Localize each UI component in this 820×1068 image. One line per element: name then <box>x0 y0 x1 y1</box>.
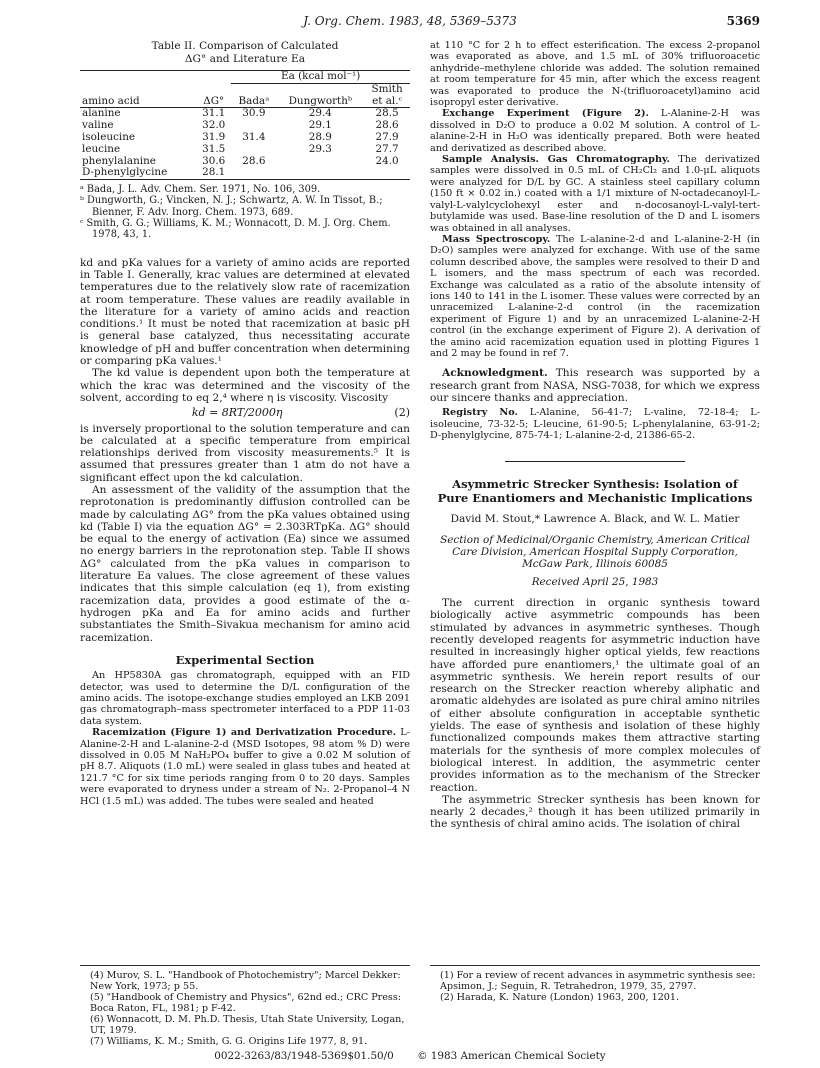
paragraph-text: L-Alanine-2-H was dissolved in D₂O to produce a 0.02 M solution. A control of L-alanine-2-H in H₂O was identically prepared. Both were heated and derivatized as described above. <box>430 108 760 154</box>
affiliation-line: Section of Medicinal/Organic Chemistry, American Critical <box>440 533 750 546</box>
cell-bada: 30.9 <box>242 107 266 120</box>
comparison-table <box>80 70 410 180</box>
references-left <box>80 965 410 1047</box>
paragraph-text: The derivatized samples were dissolved in 0.5 mL of CH₂Cl₂ and 1.0-μL aliquots were analyzed for D/L by GC. A stainless steel capillary column (150 ft × 0.02 in.) coated with a 1/1 mixture of N-octadecanoyl-L-valyl-L-valylcyclohexyl ester and n-docosanoyl-L-valyl-tert-butylamide was used. Base-line resolution of the D and L isomers was obtained in all analyses. <box>430 154 760 234</box>
cell-acid: leucine <box>82 142 121 155</box>
col-delta-g: ΔG° <box>196 96 231 108</box>
experimental-paragraph: at 110 °C for 2 h to effect esterification. The excess 2-propanol was evaporated as above, and 1.5 mL of 30% trifluoroacetic anhydride–methylene chloride was added. The solution remained at room temperature for 45 min, after which the excess reagent was evaporated to produce the N-(trifluoroacetyl)amino acid isopropyl ester derivative. <box>430 40 760 109</box>
received-date: Received April 25, 1983 <box>531 575 659 588</box>
cell-dg: 31.5 <box>202 142 226 155</box>
reference-item: (7) Williams, K. M.; Smith, G. G. Origins Life 1977, 8, 91. <box>90 1036 368 1047</box>
runin-heading: Mass Spectroscopy. <box>442 233 551 245</box>
cell-dg: 28.1 <box>196 167 231 179</box>
right-column <box>430 40 760 831</box>
page-number: 5369 <box>726 14 760 28</box>
col-bada: Badaᵃ <box>231 96 276 108</box>
cell-acid: valine <box>82 119 114 132</box>
cell-acid: phenylalanine <box>82 154 156 167</box>
cell-bada: 28.6 <box>242 154 266 167</box>
cell-smith: 24.0 <box>375 154 399 167</box>
affiliation-line: Care Division, American Hospital Supply Corporation, <box>452 545 738 558</box>
table-footnote-b: ᵇ Dungworth, G.; Vincken, N. J.; Schwartz, A. W. In Tissot, B.; Bienner, F. Adv. Inorg. Chem. 1973, 689. <box>80 195 383 218</box>
col-dungworth: Dungworthᵇ <box>276 96 364 108</box>
table-row <box>80 144 410 156</box>
body-paragraph: kd and pKa values for a variety of amino acids are reported in Table I. Generally, krac values are determined at elevated temperatures due to the relatively slow rate of racemization at room temperature. These values are readily available in the literature for a variety of amino acids and reaction conditions.¹ It must be noted that racemization at basic pH is general base catalyzed, thus necessitating accurate knowledge of pH and buffer concentration when determining or comparing pKa values.¹ <box>80 256 410 368</box>
runin-heading: Exchange Experiment (Figure 2). <box>442 108 649 120</box>
runin-heading: Registry No. <box>442 407 518 419</box>
authors: David M. Stout,* Lawrence A. Black, and W. L. Matier <box>450 513 740 526</box>
runin-heading: Racemization (Figure 1) and Derivatization Procedure. <box>92 727 397 739</box>
paragraph-text: This research was supported by a research grant from NASA, NSG-7038, for which we express our sincere thanks and appreciation. <box>430 367 760 404</box>
table-title-line-1: Table II. Comparison of Calculated <box>151 40 339 52</box>
experimental-paragraph: An HP5830A gas chromatograph, equipped with an FID detector, was used to determine the D/L configuration of the amino acids. The isotope-exchange studies employed an LKB 2091 gas chromatograph–mass spectrometer interfaced to a PDP 11-03 data system. <box>80 670 410 727</box>
table-footnote-a: ᵃ Bada, J. L. Adv. Chem. Ser. 1971, No. 106, 309. <box>80 184 321 196</box>
experimental-paragraph <box>430 108 760 154</box>
reference-item: (1) For a review of recent advances in asymmetric synthesis see: Apsimon, J.; Seguin, R. Tetrahedron, 1979, 35, 2797. <box>440 970 756 992</box>
table-row <box>80 167 410 179</box>
cell-dg: 31.9 <box>202 130 226 143</box>
table-title <box>80 40 410 65</box>
runin-heading: Sample Analysis. Gas Chromatography. <box>442 154 670 166</box>
body-paragraph: The asymmetric Strecker synthesis has been known for nearly 2 decades,² though it has been utilized primarily in the synthesis of chiral amino acids. The isolation of chiral <box>430 793 760 831</box>
affiliation <box>430 534 760 570</box>
paragraph-text: L-Alanine-2-H and L-alanine-2-d (MSD Isotopes, 98 atom % D) were dissolved in 0.05 M NaH₂PO₄ buffer to give a 0.02 M solution of pH 8.7. Aliquots (1.0 mL) were sealed in glass tubes and heated at 121.7 °C for six time periods ranging from 0 to 20 days. Samples were evaporated to dryness under a stream of N₂. 2-Propanol–4 N HCl (1.5 mL) was added. The tubes were sealed and heated <box>80 727 410 807</box>
cell-dung: 29.1 <box>308 119 332 132</box>
cell-smith: 27.7 <box>375 142 399 155</box>
article-code: 0022-3263/83/1948-5369$01.50/0 <box>214 1050 394 1062</box>
left-column <box>80 40 410 807</box>
cell-smith: 28.5 <box>375 107 399 120</box>
journal-citation: J. Org. Chem. 1983, 48, 5369–5373 <box>303 14 517 28</box>
copyright: © 1983 American Chemical Society <box>417 1050 606 1062</box>
reference-item: (6) Wonnacott, D. M. Ph.D. Thesis, Utah State University, Logan, UT, 1979. <box>90 1014 405 1036</box>
experimental-paragraph <box>80 727 410 807</box>
reference-item: (4) Murov, S. L. "Handbook of Photochemistry"; Marcel Dekker: New York, 1973; p 55. <box>90 970 401 992</box>
table-footnotes <box>80 184 410 240</box>
table-title-line-2: ΔG° and Literature Ea <box>184 52 306 65</box>
body-paragraph: An assessment of the validity of the assumption that the reprotonation is predominantly diffusion controlled can be made by calculating ΔG° from the pKa values obtained using kd (Table I) via the equation ΔG° = 2.303RTpKa. ΔG° should be equal to the energy of activation (Ea) since we assumed no energy barriers in the reprotonation step. Table II shows ΔG° calculated from the pKa values in comparison to literature Ea values. The close agreement of these values indicates that this simple calculation (eq 1), from existing racemization data, provides a good estimate of the α-hydrogen pKa and Ea for amino acids and further substantiates the Smith–Sivakua mechanism for amino acid racemization. <box>80 484 410 644</box>
cell-dung <box>276 156 364 168</box>
page-footer <box>0 1050 820 1062</box>
table-row <box>80 132 410 144</box>
runin-heading: Acknowledgment. <box>442 367 548 380</box>
ea-header: Ea (kcal mol⁻¹) <box>231 71 410 84</box>
article-title-line-2: Pure Enantiomers and Mechanistic Implications <box>437 490 753 505</box>
cell-bada <box>231 144 276 156</box>
article-title <box>430 478 760 505</box>
reference-item: (5) "Handbook of Chemistry and Physics", 62nd ed.; CRC Press: Boca Raton, FL, 1981; p F-42. <box>90 992 402 1014</box>
cell-dg: 31.1 <box>202 107 226 120</box>
cell-acid: alanine <box>82 107 121 120</box>
equation-text: kd = 8RT/2000η <box>191 406 283 420</box>
cell-dg: 30.6 <box>202 154 226 167</box>
cell-bada <box>231 167 276 179</box>
paragraph-text: L-Alanine, 56-41-7; L-valine, 72-18-4; L-isoleucine, 73-32-5; L-leucine, 61-90-5; L-phenylalanine, 63-91-2; D-phenylglycine, 875-74-1; L-alanine-2-d, 21386-65-2. <box>430 407 760 442</box>
page-header <box>60 14 760 34</box>
acknowledgment <box>430 367 760 404</box>
body-paragraph: The current direction in organic synthesis toward biologically active asymmetric compounds has been stimulated by advances in asymmetric syntheses. Though recently developed reagents for asymmetric induction have resulted in increasingly higher optical yields, few reactions have afforded pure enantiomers,¹ the ultimate goal of an asymmetric synthesis. We herein report results of our research on the Strecker reaction whereby aliphatic and aromatic aldehydes are isolated as pure chiral amino nitriles of either absolute configuration in acceptable synthetic yields. The ease of synthesis and isolation of these highly functionalized compounds makes them attractive starting materials for the synthesis of more complex molecules of biological interest. In addition, the asymmetric center provides information as to the mechanism of the Strecker reaction. <box>430 597 760 794</box>
col-smith-1: Smith <box>371 82 403 95</box>
experimental-paragraph <box>430 234 760 359</box>
cell-acid: isoleucine <box>82 130 136 143</box>
paragraph-text: The L-alanine-2-d and L-alanine-2-H (in D₂O) samples were analyzed for exchange. With use of the same column described above, the samples were resolved to their D and L isomers, and the mass spectrum of each was recorded. Exchange was calculated as a ratio of the absolute intensity of ions 140 to 141 in the L isomer. These values were corrected by an unracemized L-alanine-2-d control (in the racemization experiment of Figure 1) and by an unracemized L-alanine-2-H control (in the exchange experiment of Figure 2). A derivation of the amino acid racemization equation used in plotting Figures 1 and 2 may be found in ref 7. <box>430 233 760 359</box>
affiliation-line: McGaw Park, Illinois 60085 <box>522 557 668 570</box>
cell-acid: D-phenylglycine <box>80 167 196 179</box>
references-right <box>430 965 760 1003</box>
cell-smith: 28.6 <box>375 119 399 132</box>
equation-number: (2) <box>394 406 410 420</box>
cell-dung <box>276 167 364 179</box>
table-row <box>80 108 410 120</box>
col-amino-acid: amino acid <box>80 96 196 108</box>
article-separator <box>505 461 685 462</box>
reference-item: (2) Harada, K. Nature (London) 1963, 200, 1201. <box>440 992 680 1003</box>
col-smith-2: et al.ᶜ <box>364 96 410 108</box>
equation-2 <box>80 407 410 419</box>
experimental-paragraph <box>430 154 760 234</box>
cell-dg: 32.0 <box>202 119 226 132</box>
cell-smith: 27.9 <box>375 130 399 143</box>
cell-smith <box>364 167 410 179</box>
article-title-line-1: Asymmetric Strecker Synthesis: Isolation of <box>452 477 738 492</box>
cell-bada: 31.4 <box>242 130 266 143</box>
body-paragraph: The kd value is dependent upon both the temperature at which the krac was determined and the viscosity of the solvent, according to eq 2,⁴ where η is viscosity. Viscosity <box>80 367 410 404</box>
cell-dung: 29.3 <box>308 142 332 155</box>
cell-dung: 29.4 <box>308 107 332 120</box>
registry-numbers <box>430 407 760 441</box>
table-footnote-c: ᶜ Smith, G. G.; Williams, K. M.; Wonnacott, D. M. J. Org. Chem. 1978, 43, 1. <box>80 218 391 241</box>
body-paragraph: is inversely proportional to the solution temperature and can be calculated at a specific temperature from empirical relationships derived from viscosity measurements.⁵ It is assumed that pressures greater than 1 atm do not have a significant effect upon the kd calculation. <box>80 422 410 484</box>
section-heading: Experimental Section <box>175 652 315 667</box>
cell-dung: 28.9 <box>308 130 332 143</box>
